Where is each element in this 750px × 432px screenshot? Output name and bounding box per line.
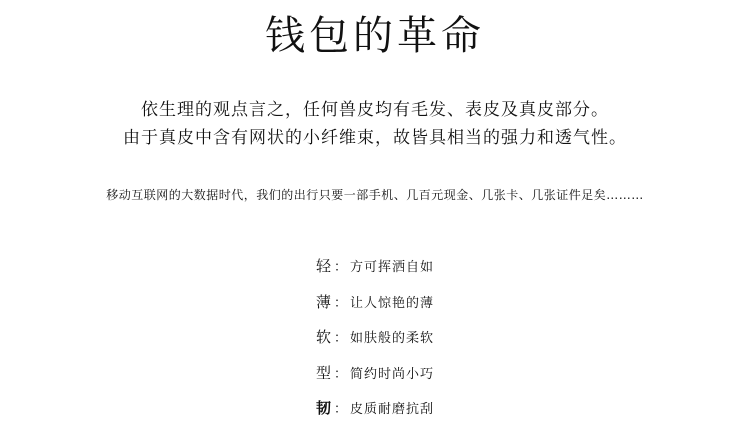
feature-description: 让人惊艳的薄	[350, 295, 435, 311]
feature-key: 型	[315, 363, 332, 382]
intro-line-1: 依生理的观点言之，任何兽皮均有毛发、表皮及真皮部分。	[141, 100, 609, 120]
feature-item-style	[0, 361, 750, 397]
intro-line-2: 由于真皮中含有网状的小纤维束，故皆具相当的强力和透气性。	[123, 128, 627, 148]
feature-key: 薄	[315, 292, 332, 311]
feature-description: 如肤般的柔软	[350, 331, 435, 346]
page-title: 钱包的革命	[265, 13, 485, 59]
feature-key: 轻	[315, 257, 332, 275]
feature-description: 方可挥洒自如	[350, 260, 435, 275]
feature-key: 软	[315, 328, 332, 346]
feature-separator: ：	[333, 260, 348, 275]
feature-description: 皮质耐磨抗刮	[350, 402, 435, 417]
feature-item-light	[0, 254, 750, 290]
feature-item-thin	[0, 290, 750, 326]
feature-list	[0, 254, 750, 432]
feature-separator: ：	[333, 366, 348, 382]
feature-description: 简约时尚小巧	[350, 366, 435, 382]
feature-key: 韧	[315, 399, 332, 417]
feature-item-soft	[0, 325, 750, 361]
note-paragraph: 移动互联网的大数据时代，我们的出行只要一部手机、几百元现金、几张卡、几张证件足矣………	[106, 188, 644, 202]
feature-separator: ：	[333, 331, 348, 346]
feature-separator: ：	[333, 295, 348, 311]
feature-item-tough	[0, 396, 750, 432]
feature-separator: ：	[333, 402, 348, 417]
